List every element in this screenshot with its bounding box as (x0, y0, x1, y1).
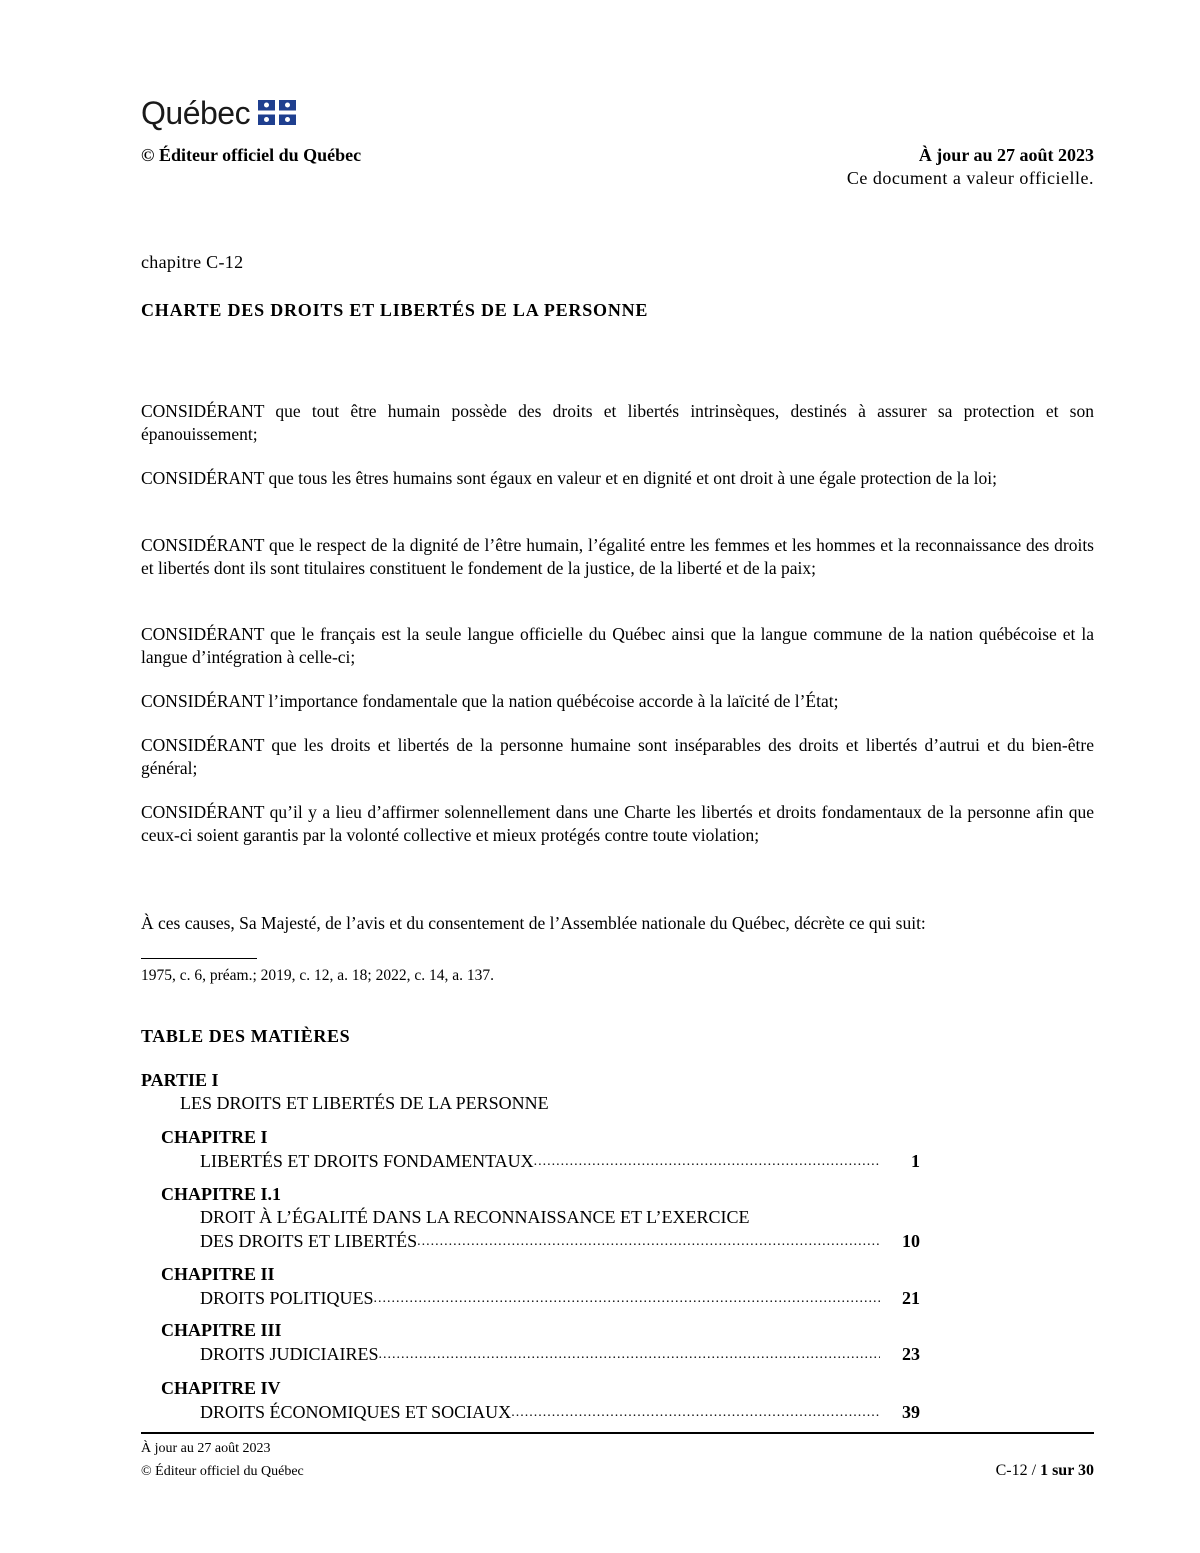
toc-chapter-label: CHAPITRE I (161, 1127, 268, 1147)
toc-entry-name: DROITS ÉCONOMIQUES ET SOCIAUX (200, 1402, 512, 1422)
preamble-paragraph: CONSIDÉRANT que le français est la seule langue officielle du Québec ainsi que la langue commune de la nation québécoise et la langue d’intégration à celle-ci; (141, 624, 1094, 667)
toc-leader-dots (417, 1230, 880, 1253)
toc-entry[interactable] (200, 1287, 920, 1310)
footnote-divider (141, 958, 257, 959)
toc-leader-dots (534, 1150, 880, 1173)
toc-entry-name: LIBERTÉS ET DROITS FONDAMENTAUX (200, 1151, 534, 1171)
toc-entry[interactable] (200, 1343, 920, 1366)
toc-leader-dots (374, 1287, 881, 1310)
toc-entry-name-line: DROIT À L’ÉGALITÉ DANS LA RECONNAISSANCE ET L’EXERCICE (200, 1207, 750, 1227)
preamble-paragraph: CONSIDÉRANT l’importance fondamentale que la nation québécoise accorde à la laïcité de l’État; (141, 691, 839, 711)
toc-chapter-label: CHAPITRE II (161, 1264, 275, 1284)
update-date: À jour au 27 août 2023 (918, 145, 1094, 165)
chapter-number: chapitre C-12 (141, 252, 244, 272)
publisher-notice: © Éditeur officiel du Québec (141, 145, 362, 165)
page-code: C-12 / (995, 1462, 1041, 1479)
toc-chapter-label: CHAPITRE I.1 (161, 1184, 282, 1204)
toc-part-label: PARTIE I (141, 1070, 219, 1090)
toc-part-name[interactable]: LES DROITS ET LIBERTÉS DE LA PERSONNE (180, 1093, 549, 1113)
preamble-paragraph: CONSIDÉRANT que le respect de la dignité de l’être humain, l’égalité entre les femmes et les hommes et la reconnaissance des droits et libertés dont ils sont titulaires constituent le fondement de la justice, de la liberté et de la paix; (141, 535, 1094, 578)
footer-update-date: À jour au 27 août 2023 (141, 1441, 271, 1456)
toc-entry-page: 1 (911, 1151, 920, 1171)
toc-chapter-label: CHAPITRE IV (161, 1378, 281, 1398)
preamble-paragraph: CONSIDÉRANT que tout être humain possède des droits et libertés intrinsèques, destinés à assurer sa protection et son épanouissement; (141, 401, 1094, 444)
toc-entry[interactable] (200, 1401, 920, 1424)
enactment-clause: À ces causes, Sa Majesté, de l’avis et du consentement de l’Assemblée nationale du Québec, décrète ce qui suit: (141, 913, 926, 933)
footer-publisher: © Éditeur officiel du Québec (141, 1464, 304, 1479)
toc-chapter-label: CHAPITRE III (161, 1320, 282, 1340)
preamble-paragraph: CONSIDÉRANT qu’il y a lieu d’affirmer solennellement dans une Charte les libertés et droits fondamentaux de la personne afin que ceux-ci soient garantis par la volonté collective et mieux protégés contre toute violation; (141, 802, 1094, 845)
quebec-logo: Québec (141, 95, 251, 131)
quebec-flag-icon (258, 100, 296, 125)
official-notice: Ce document a valeur officielle. (846, 168, 1094, 188)
toc-entry-name: DROITS POLITIQUES (200, 1288, 374, 1308)
toc-title: TABLE DES MATIÈRES (141, 1026, 351, 1046)
toc-entry[interactable] (200, 1150, 920, 1173)
preamble-paragraph: CONSIDÉRANT que tous les êtres humains sont égaux en valeur et en dignité et ont droit à une égale protection de la loi; (141, 468, 997, 488)
toc-entry-page: 10 (902, 1231, 920, 1251)
toc-entry-page: 23 (902, 1344, 920, 1364)
toc-entry-name: DROITS JUDICIAIRES (200, 1344, 379, 1364)
page-number: 1 sur 30 (1040, 1462, 1094, 1479)
toc-leader-dots (379, 1343, 880, 1366)
document-title: CHARTE DES DROITS ET LIBERTÉS DE LA PERSONNE (141, 300, 649, 320)
toc-leader-dots (511, 1401, 880, 1424)
toc-entry-name: DES DROITS ET LIBERTÉS (200, 1231, 418, 1251)
legislative-history: 1975, c. 6, préam.; 2019, c. 12, a. 18; 2022, c. 14, a. 137. (141, 967, 494, 984)
toc-entry-page: 21 (902, 1288, 920, 1308)
footer-divider (141, 1432, 1094, 1434)
preamble-paragraph: CONSIDÉRANT que les droits et libertés de la personne humaine sont inséparables des droits et libertés d’autrui et du bien-être général; (141, 735, 1094, 778)
page-indicator (996, 1462, 1094, 1480)
toc-entry[interactable] (200, 1230, 920, 1253)
toc-entry-page: 39 (902, 1402, 920, 1422)
